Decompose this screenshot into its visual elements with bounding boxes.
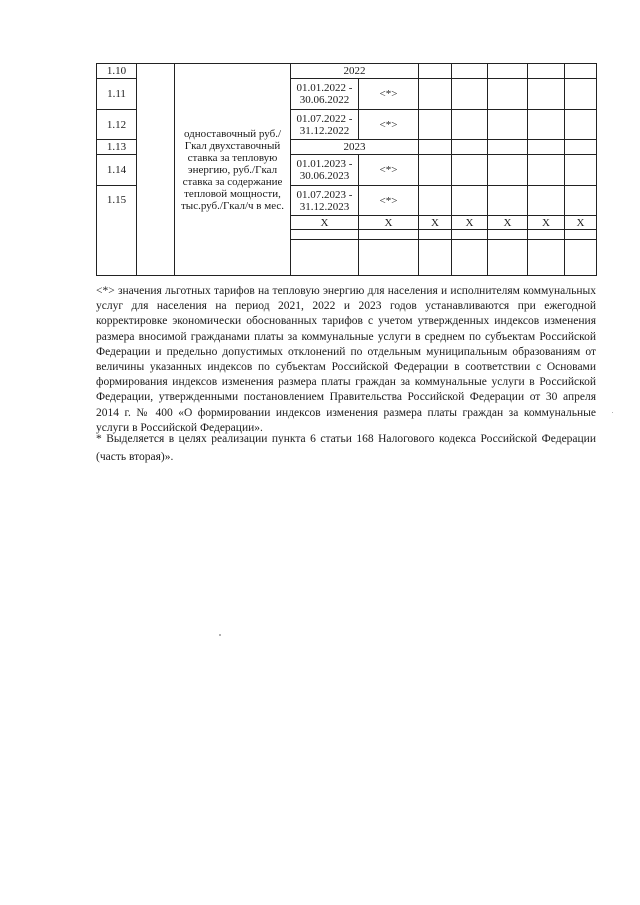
empty-cell [565, 155, 597, 186]
empty-cell [359, 240, 419, 276]
empty-cell [488, 110, 528, 140]
empty-cell [528, 155, 565, 186]
empty-cell [452, 110, 488, 140]
empty-cell [528, 230, 565, 240]
unit-text: одноставочный руб./Гкал двухставочный ставка за тепловую энергию, руб./Гкал ставка за содержание тепловой мощности, тыс.руб./Гкал/ч в мес. [181, 127, 284, 212]
empty-cell [452, 64, 488, 79]
empty-cell [359, 230, 419, 240]
empty-cell [528, 140, 565, 155]
empty-cell [528, 240, 565, 276]
empty-cell [419, 230, 452, 240]
mark-cell: <*> [359, 155, 419, 186]
row-number: 1.10 [97, 64, 137, 79]
period-cell: 01.07.2023 - 31.12.2023 [291, 186, 359, 216]
empty-cell [528, 79, 565, 110]
empty-cell [488, 79, 528, 110]
empty-cell [488, 64, 528, 79]
period-cell: 01.01.2022 - 30.06.2022 [291, 79, 359, 110]
row-number: 1.12 [97, 110, 137, 140]
period-cell: 01.07.2022 - 31.12.2022 [291, 110, 359, 140]
row-number: 1.11 [97, 79, 137, 110]
empty-cell [419, 110, 452, 140]
scan-speck [219, 634, 221, 636]
period-cell: 01.01.2023 - 30.06.2023 [291, 155, 359, 186]
tariff-table [96, 63, 597, 276]
mark-cell: <*> [359, 186, 419, 216]
mark-cell: <*> [359, 110, 419, 140]
empty-cell [565, 240, 597, 276]
empty-cell [528, 186, 565, 216]
x-mark: X [452, 216, 488, 230]
scan-speck [612, 412, 613, 413]
row-number: 1.15 [97, 186, 137, 276]
empty-cell [452, 79, 488, 110]
table-row [97, 64, 597, 79]
empty-cell [452, 240, 488, 276]
empty-cell [291, 240, 359, 276]
x-mark: X [359, 216, 419, 230]
empty-cell [419, 79, 452, 110]
empty-cell [488, 230, 528, 240]
unit-cell [175, 64, 291, 276]
empty-cell [419, 64, 452, 79]
empty-cell [291, 230, 359, 240]
blank-cell [137, 64, 175, 276]
empty-cell [565, 110, 597, 140]
empty-cell [565, 230, 597, 240]
mark-cell: <*> [359, 79, 419, 110]
empty-cell [565, 79, 597, 110]
empty-cell [452, 140, 488, 155]
empty-cell [528, 64, 565, 79]
x-mark: X [419, 216, 452, 230]
empty-cell [419, 140, 452, 155]
footnote-star: <*> значения льготных тарифов на тепловую энергию для населения и исполнителям коммунальных услуг для населения на период 2021, 2022 и 2023 годов устанавливаются при ежегодной корректировке экономически обоснованных тарифов с учетом утвержденных индексов изменения размера вносимой гражданами платы за коммунальные услуги в среднем по субъектам Российской Федерации и предельно допустимых отклонений по отдельным муниципальным образованиям от величины указанных индексов по субъектам Российской Федерации в соответствии с Основами формирования индексов изменения размера платы граждан за коммунальные услуги в Российской Федерации, утвержденными постановлением Правительства Российской Федерации от 30 апреля 2014 г. № 400 «О формировании индексов изменения размера платы граждан за коммунальные услуги в Российской Федерации». [96, 285, 596, 434]
x-mark: X [565, 216, 597, 230]
empty-cell [419, 155, 452, 186]
empty-cell [488, 186, 528, 216]
row-number: 1.13 [97, 140, 137, 155]
empty-cell [419, 240, 452, 276]
empty-cell [452, 155, 488, 186]
empty-cell [419, 186, 452, 216]
row-number: 1.14 [97, 155, 137, 186]
empty-cell [565, 140, 597, 155]
year-cell: 2023 [291, 140, 419, 155]
empty-cell [565, 64, 597, 79]
empty-cell [488, 155, 528, 186]
year-cell: 2022 [291, 64, 419, 79]
empty-cell [565, 186, 597, 216]
x-mark: X [528, 216, 565, 230]
x-mark: X [488, 216, 528, 230]
empty-cell [452, 230, 488, 240]
empty-cell [488, 240, 528, 276]
x-mark: X [291, 216, 359, 230]
footnote-tax: * Выделяется в целях реализации пункта 6 статьи 168 Налогового кодекса Российской Федерации (часть вторая)». [96, 433, 596, 463]
empty-cell [452, 186, 488, 216]
empty-cell [528, 110, 565, 140]
empty-cell [488, 140, 528, 155]
